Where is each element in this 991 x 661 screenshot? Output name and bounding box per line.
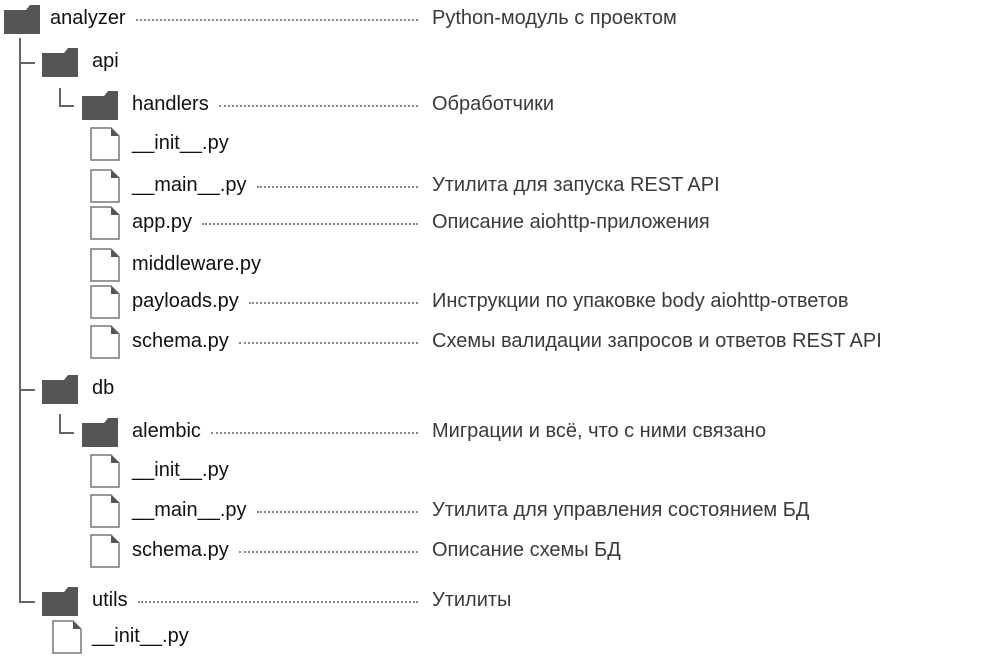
file-icon [90, 248, 120, 287]
dotted-leader [239, 551, 418, 553]
item-name: middleware.py [132, 253, 261, 275]
file-row [0, 328, 991, 358]
item-name: __init__.py [132, 132, 229, 154]
dotted-leader [219, 105, 418, 107]
item-description: Миграции и всё, что с ними связано [432, 420, 767, 442]
item-description: Описание схемы БД [432, 539, 621, 561]
dotted-leader [249, 302, 418, 304]
folder-row [0, 91, 991, 121]
file-icon [90, 285, 120, 324]
item-description: Описание aiohttp-приложения [432, 211, 710, 233]
file-row [0, 172, 991, 202]
file-icon [90, 325, 120, 364]
item-name: utils [92, 589, 128, 611]
item-name: handlers [132, 93, 209, 115]
folder-row [0, 418, 991, 448]
item-name: alembic [132, 420, 201, 442]
file-row [0, 623, 991, 653]
folder-icon [42, 374, 78, 409]
item-name: db [92, 377, 115, 399]
folder-icon [82, 417, 118, 452]
file-row [0, 251, 991, 281]
file-icon [90, 127, 120, 166]
item-name: app.py [132, 211, 193, 233]
file-row [0, 457, 991, 487]
item-name: analyzer [50, 7, 126, 29]
item-name: schema.py [132, 330, 229, 352]
file-icon [90, 169, 120, 208]
dotted-leader [257, 511, 418, 513]
file-row [0, 209, 991, 239]
item-description: Утилиты [432, 589, 512, 611]
file-row [0, 130, 991, 160]
file-row [0, 288, 991, 318]
item-description: Схемы валидации запросов и ответов REST API [432, 330, 882, 352]
dotted-leader [202, 223, 418, 225]
file-icon [90, 454, 120, 493]
item-description: Утилита для управления состоянием БД [432, 499, 810, 521]
folder-row [0, 5, 991, 35]
dotted-leader [136, 19, 418, 21]
item-description: Обработчики [432, 93, 555, 115]
folder-row [0, 587, 991, 617]
dotted-leader [257, 186, 418, 188]
file-icon [90, 494, 120, 533]
file-icon [90, 206, 120, 245]
item-name: payloads.py [132, 290, 239, 312]
item-name: schema.py [132, 539, 229, 561]
file-row [0, 497, 991, 527]
folder-row [0, 48, 991, 78]
item-name: api [92, 50, 119, 72]
file-icon [90, 534, 120, 573]
item-description: Инструкции по упаковке body aiohttp-ответов [432, 290, 849, 312]
folder-icon [82, 90, 118, 125]
file-icon [52, 620, 82, 659]
dotted-leader [211, 432, 418, 434]
folder-icon [42, 586, 78, 621]
item-name: __init__.py [132, 459, 229, 481]
dotted-leader [239, 342, 418, 344]
folder-icon [42, 47, 78, 82]
item-name: __main__.py [132, 499, 247, 521]
file-row [0, 537, 991, 567]
folder-icon [4, 4, 40, 39]
item-description: Утилита для запуска REST API [432, 174, 720, 196]
item-description: Python-модуль с проектом [432, 7, 677, 29]
item-name: __init__.py [92, 625, 189, 647]
folder-row [0, 375, 991, 405]
item-name: __main__.py [132, 174, 247, 196]
dotted-leader [138, 601, 418, 603]
